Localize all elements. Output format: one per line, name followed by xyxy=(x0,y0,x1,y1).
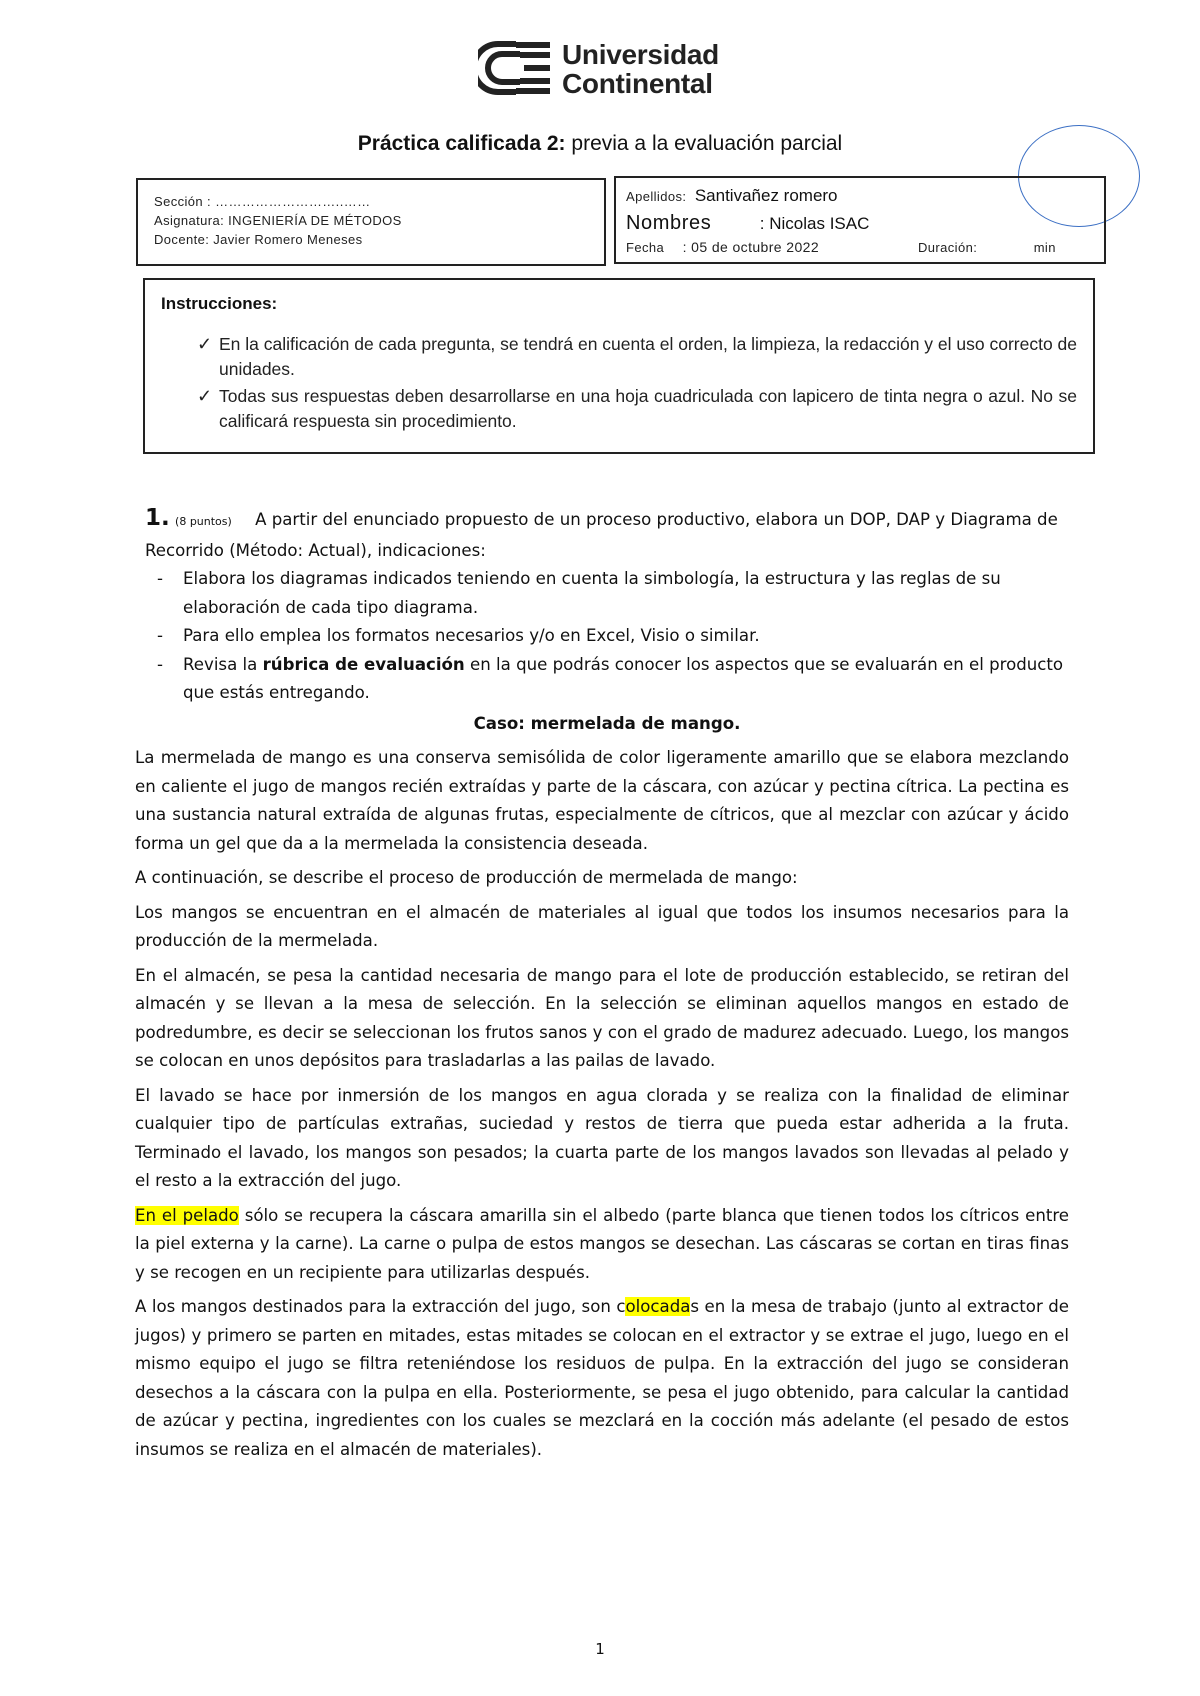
question-intro: A partir del enunciado propuesto de un proceso productivo, elabora un DOP, DAP y Diagrama de Recorrido (Método: Actual), indicaciones: xyxy=(145,510,1058,560)
paragraph xyxy=(135,1202,1069,1288)
docente-field: Docente: Javier Romero Meneses xyxy=(154,232,363,247)
student-info-box xyxy=(614,176,1106,264)
logo-line-2: Continental xyxy=(562,68,713,99)
bullet-text: Elabora los diagramas indicados teniendo en cuenta la simbología, la estructura y las reglas de su elaboración de cada tipo diagrama. xyxy=(183,569,1001,617)
nombres-value: : Nicolas ISAC xyxy=(759,214,870,233)
paragraph xyxy=(135,1293,1069,1464)
question-bullets xyxy=(145,565,1069,708)
apellidos-row xyxy=(626,186,838,206)
paragraph: Los mangos se encuentran en el almacén de materiales al igual que todos los insumos necesarios para la producción de la mermelada. xyxy=(135,902,1069,950)
checkmark-icon: ✓ xyxy=(197,334,213,354)
duracion-row xyxy=(918,238,1056,257)
paragraph-text: sólo se recupera la cáscara amarilla sin el albedo (parte blanca que tienen todos los cítricos entre la piel externa y la carne). La carne o pulpa de estos mangos se desechan. Las cáscaras se cortan en tiras finas y se recogen en un recipiente para utilizarlas después. xyxy=(135,1205,1070,1282)
continental-logo-icon xyxy=(478,40,554,96)
logo-wordmark xyxy=(562,40,719,98)
bullet-text-pre: Revisa la xyxy=(183,654,263,674)
case-title: Caso: mermelada de mango. xyxy=(473,713,741,733)
fecha-label: Fecha xyxy=(626,240,665,255)
bullet-text-post: en la que podrás conocer los aspectos que se evaluarán en el producto que estás entregando. xyxy=(183,654,1064,702)
page-title xyxy=(0,132,1200,156)
paragraph: En el almacén, se pesa la cantidad necesaria de mango para el lote de producción establecido, se retiran del almacén y se llevan a la mesa de selección. En la selección se eliminan aquellos mangos en estado de podredumbre, es decir se seleccionan los frutos sanos y con el grado de madurez adecuado. Luego, los mangos se colocan en unos depósitos para trasladarlas a las pailas de lavado. xyxy=(135,965,1069,1070)
paragraph: La mermelada de mango es una conserva semisólida de color ligeramente amarillo que se elabora mezclando en caliente el jugo de mangos recién extraídas y parte de la cáscara, con azúcar y pectina cítrica. La pectina es una sustancia natural extraída de algunas frutas, especialmente de cítricos, que al mezclar con azúcar y ácido forma un gel que da a la mermelada la consistencia deseada. xyxy=(135,748,1069,853)
highlighted-text: olocada xyxy=(625,1297,691,1316)
duracion-unit: min xyxy=(1033,240,1056,255)
seccion-field: Sección : ………………………..…… xyxy=(154,194,371,209)
title-rest: previa a la evaluación parcial xyxy=(565,132,843,155)
question-number: 1. xyxy=(145,505,170,531)
logo-line-1: Universidad xyxy=(562,39,719,70)
apellidos-label: Apellidos: xyxy=(626,189,687,204)
instruction-item xyxy=(161,332,1077,382)
asignatura-field: Asignatura: INGENIERÍA DE MÉTODOS xyxy=(154,213,402,228)
question-heading xyxy=(145,504,1069,565)
question-content xyxy=(135,504,1070,1470)
course-info-box xyxy=(136,178,606,266)
bullet-item: - Para ello emplea los formatos necesarios y/o en Excel, Visio o similar. xyxy=(157,626,760,645)
apellidos-value: Santivañez romero xyxy=(694,186,838,205)
instruction-text: Todas sus respuestas deben desarrollarse en una hoja cuadriculada con lapicero de tinta negra o azul. No se calificará respuesta sin procedimiento. xyxy=(219,386,1077,431)
bullet-item: - Elabora los diagramas indicados teniendo en cuenta la simbología, la estructura y las reglas de su elaboración de cada tipo diagrama. xyxy=(157,569,1001,617)
instructions-title: Instrucciones: xyxy=(161,294,278,313)
instruction-text: En la calificación de cada pregunta, se tendrá en cuenta el orden, la limpieza, la redacción y el uso correcto de unidades. xyxy=(219,334,1078,379)
checkmark-icon: ✓ xyxy=(197,386,213,406)
fecha-value: : 05 de octubre 2022 xyxy=(682,239,820,255)
instruction-item xyxy=(161,384,1077,434)
nombres-label: Nombres xyxy=(626,212,712,234)
instructions-box xyxy=(143,278,1095,454)
fecha-row xyxy=(626,238,819,257)
duracion-label: Duración: xyxy=(918,240,978,255)
highlighted-text: En el pelado xyxy=(135,1205,239,1225)
university-logo xyxy=(478,40,738,100)
nombres-row xyxy=(626,212,869,235)
paragraph: A continuación, se describe el proceso de producción de mermelada de mango: xyxy=(135,868,798,887)
bullet-text: Para ello emplea los formatos necesarios y/o en Excel, Visio o similar. xyxy=(183,626,760,645)
title-bold: Práctica calificada 2: xyxy=(357,132,566,155)
question-points: (8 puntos) xyxy=(175,515,232,528)
bullet-text-bold: rúbrica de evaluación xyxy=(262,654,465,674)
paragraph: El lavado se hace por inmersión de los mangos en agua clorada y se realiza con la finalidad de eliminar cualquier tipo de partículas extrañas, suciedad y restos de tierra que pueda estar adherida a la fruta. Terminado el lavado, los mangos son pesados; la cuarta parte de los mangos lavados son llevadas al pelado y el resto a la extracción del jugo. xyxy=(135,1085,1069,1190)
paragraph-text: s en la mesa de trabajo (junto al extractor de jugos) y primero se parten en mitades, estas mitades se colocan en el extractor y se extrae el jugo, luego en el mismo equipo el jugo se filtra reteniéndose los residuos de pulpa. En la extracción del jugo se consideran desechos a la cáscara con la pulpa en ella. Posteriormente, se pesa el jugo obtenido, para calcular la cantidad de azúcar y pectina, ingredientes con los cuales se mezclará en la cocción más adelante (el pesado de estos insumos se realiza en el almacén de materiales). xyxy=(135,1297,1069,1459)
bullet-item: - Revisa la rúbrica de evaluación en la que podrás conocer los aspectos que se evaluarán en el producto que estás entregando. xyxy=(157,654,1064,702)
page-number: 1 xyxy=(595,1640,605,1658)
paragraph-text: A los mangos destinados para la extracción del jugo, son c xyxy=(135,1297,626,1316)
